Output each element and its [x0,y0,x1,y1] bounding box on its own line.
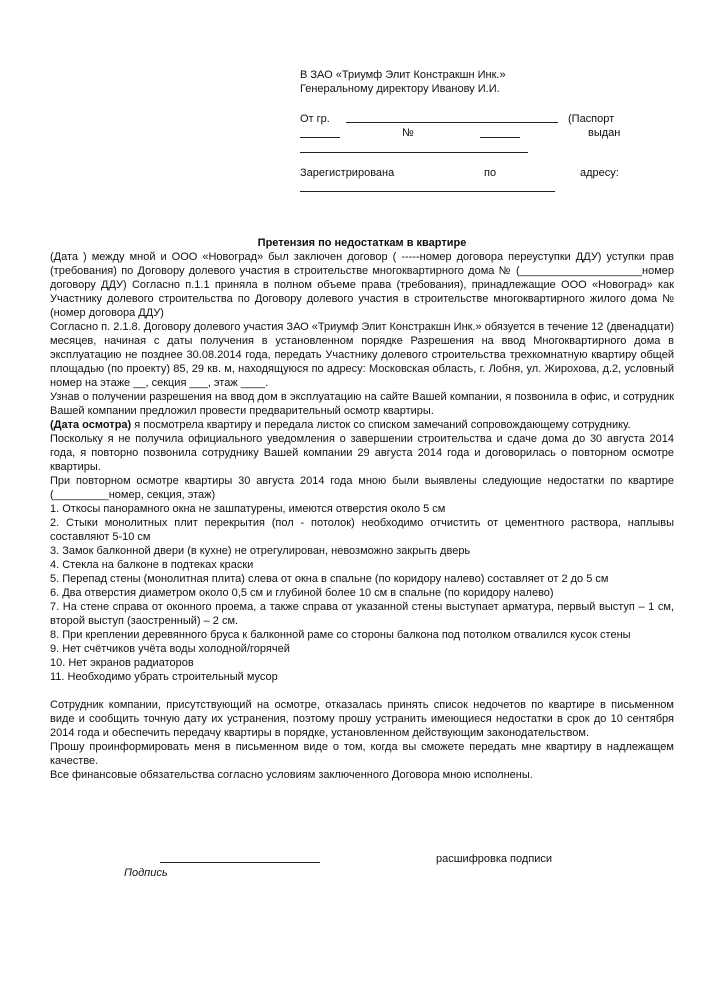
po-label: по [484,167,497,179]
defect-item: 7. На стене справа от оконного проема, а также справа от указанной стены выступает арматура, первый выступ – 1 см, второй выступ (заостренный) – 2 см. [50,601,674,627]
issued-label: выдан [588,127,621,139]
paragraph-inspection [50,418,674,432]
defect-item: 6. Два отверстия диаметром около 0,5 см и глубиной более 10 см в спальне (по коридору налево) [50,587,554,599]
paragraph-defects-intro: При повторном осмотре квартиры 30 августа 2014 года мною были выявлены следующие недостатки по квартире (_________номер, секция, этаж) [50,475,674,501]
document-title: Претензия по недостаткам в квартире [257,237,467,249]
address-label: адресу: [580,167,619,179]
signature-label: Подпись [124,867,168,879]
from-name-line [346,122,558,123]
defect-item: 5. Перепад стены (монолитная плита) слева от окна в спальне (по коридору налево) составляет от 2 до 5 см [50,573,609,585]
signature-line [160,862,320,863]
defect-item: 3. Замок балконной двери (в кухне) не отрегулирован, невозможно закрыть дверь [50,545,471,557]
paragraph-inform-request: Прошу проинформировать меня в письменном виде о том, когда вы сможете передать мне квартиру в надлежащем качестве. [50,741,674,767]
recipient-company: В ЗАО «Триумф Элит Констракшн Инк.» [300,69,506,81]
number-sign: № [402,127,414,139]
recipient-director: Генеральному директору Иванову И.И. [300,83,500,95]
inspection-date-label: (Дата осмотра) [50,419,132,431]
address-line [300,191,555,192]
defect-item: 8. При креплении деревянного бруса к балконной раме со стороны балкона под потолком отвалился кусок стены [50,629,631,641]
defect-item: 9. Нет счётчиков учёта воды холодной/горячей [50,643,290,655]
issued-by-line [300,152,528,153]
paragraph-refusal: Сотрудник компании, присутствующий на осмотре, отказалась принять список недочетов по квартире в письменном виде и сообщить точную дату их устранения, поэтому прошу устранить имеющиеся недостатки в срок до 10 сентября 2014 года и обеспечить передачу квартиры в порядке, установленном действующим законодательством. [50,699,674,739]
registered-label: Зарегистрирована [300,167,395,179]
signature-decode-label: расшифровка подписи [436,853,553,865]
paragraph-contract: (Дата ) между мной и ООО «Новоград» был заключен договор ( -----номер договора переуступки ДДУ) уступки прав (требования) по Договору долевого участия в строительстве многоквартирного дома № (____________________номер договору ДДУ) Согласно п.1.1 приняла в полном объеме права (требования), принадлежащие ООО «Новоград» как Участнику долевого строительства по Договору долевого участия в строительстве многоквартирного жилого дома № (номер договора ДДУ) [50,251,674,319]
document-body [50,236,674,782]
defect-item: 4. Стекла на балконе в подтеках краски [50,559,254,571]
passport-series-line [300,137,340,138]
paragraph-financial: Все финансовые обязательства согласно условиям заключенного Договора мною исполнены. [50,769,533,781]
paragraph-call: Узнав о получении разрешения на ввод дом в эксплуатацию на сайте Вашей компании, я позвонила в офис, и сотрудник Вашей компании предложил провести предварительный осмотр квартиры. [50,391,674,417]
defect-item: 10. Нет экранов радиаторов [50,657,194,669]
paragraph-no-notice: Поскольку я не получила официального уведомления о завершении строительства и сдаче дома до 30 августа 2014 года, я повторно позвонила сотруднику Вашей компании 29 августа 2014 года и договорилась о повторном осмотре квартиры. [50,433,674,473]
inspection-text: я посмотрела квартиру и передала листок со списком замечаний сопровождающему сотруднику. [131,419,631,431]
passport-number-line [480,137,520,138]
passport-label: (Паспорт [568,113,615,125]
defect-item: 11. Необходимо убрать строительный мусор [50,671,278,683]
paragraph-obligation: Согласно п. 2.1.8. Договору долевого участия ЗАО «Триумф Элит Констракшн Инк.» обязуется в течение 12 (двенадцати) месяцев, начиная с даты получения в установленном порядке Разрешения на ввод Многоквартирного дома в эксплуатацию не позднее 30.08.2014 года, передать Участнику долевого строительства трехкомнатную квартиру общей площадью (по проекту) 85, 29 кв. м, находящуюся по адресу: Московская область, г. Лобня, ул. Жирохова, д.2, условный номер на этаже __, секция ___, этаж ____. [50,321,674,389]
defect-item: 1. Откосы панорамного окна не зашпатурены, имеются отверстия около 5 см [50,503,446,515]
defect-item: 2. Стыки монолитных плит перекрытия (пол - потолок) необходимо отчистить от цементного раствора, наплывы составляют 5-10 см [50,517,674,543]
from-label: От гр. [300,113,330,125]
